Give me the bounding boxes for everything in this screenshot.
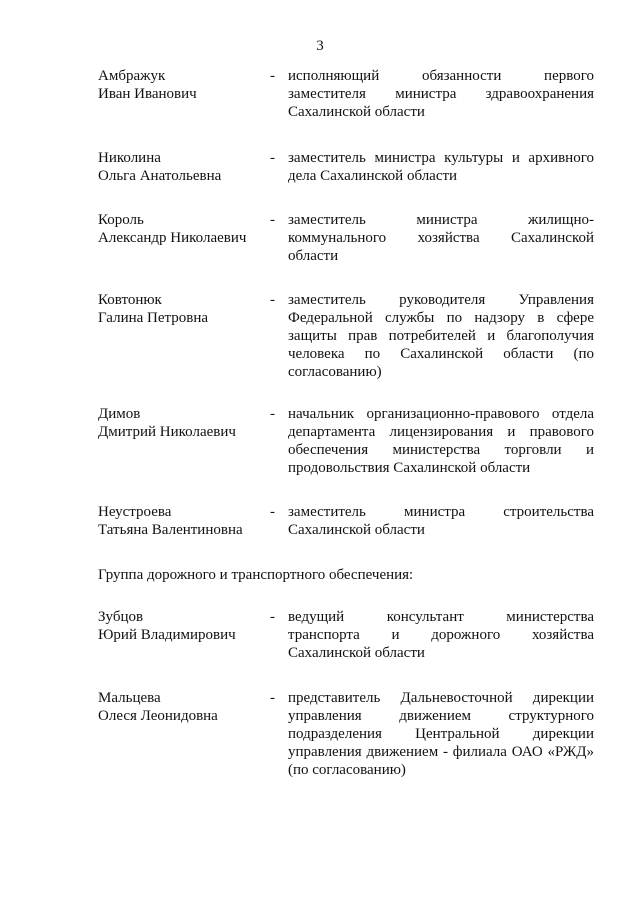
member-given-names: Александр Николаевич (98, 230, 247, 246)
member-name (98, 689, 268, 725)
dash-separator: - (270, 292, 275, 308)
member-surname: Димов (98, 406, 141, 422)
member-name (98, 405, 268, 441)
dash-separator: - (270, 68, 275, 84)
role-line: Федеральной службы по надзору в сфере (288, 310, 594, 326)
member-role (288, 608, 594, 662)
dash-separator: - (270, 690, 275, 706)
member-surname: Неустроева (98, 504, 172, 520)
dash-separator: - (270, 406, 275, 422)
member-given-names: Галина Петровна (98, 310, 209, 326)
role-line: продовольствия Сахалинской области (288, 460, 531, 476)
role-line: заместитель министра строительства (288, 504, 594, 520)
group-heading: Группа дорожного и транспортного обеспечения: (98, 567, 414, 583)
member-name (98, 149, 268, 185)
member-name (98, 211, 268, 247)
role-line: представитель Дальневосточной дирекции (288, 690, 594, 706)
role-line: Сахалинской области (288, 645, 425, 661)
dash-separator: - (270, 504, 275, 520)
role-line: Сахалинской области (288, 522, 425, 538)
member-given-names: Татьяна Валентиновна (98, 522, 243, 538)
dash-separator: - (270, 150, 275, 166)
role-line: обеспечения министерства торговли и (288, 442, 594, 458)
role-line: Сахалинской области (288, 104, 425, 120)
page-number: 3 (316, 38, 324, 54)
member-given-names: Иван Иванович (98, 86, 197, 102)
member-role (288, 149, 594, 185)
role-line: департамента лицензирования и правового (288, 424, 594, 440)
member-role (288, 689, 594, 779)
role-line: заместителя министра здравоохранения (288, 86, 594, 102)
member-role (288, 503, 594, 539)
member-surname: Амбражук (98, 68, 166, 84)
role-line: защиты прав потребителей и благополучия (288, 328, 594, 344)
member-surname: Зубцов (98, 609, 144, 625)
role-line: коммунального хозяйства Сахалинской (288, 230, 594, 246)
member-name (98, 608, 268, 644)
role-line: заместитель министра жилищно- (288, 212, 594, 228)
member-given-names: Дмитрий Николаевич (98, 424, 236, 440)
member-surname: Николина (98, 150, 161, 166)
dash-separator: - (270, 212, 275, 228)
role-line: человека по Сахалинской области (по (288, 346, 594, 362)
role-line: управления движением структурного (288, 708, 594, 724)
role-line: дела Сахалинской области (288, 168, 458, 184)
member-role (288, 291, 594, 381)
dash-separator: - (270, 609, 275, 625)
role-line: транспорта и дорожного хозяйства (288, 627, 594, 643)
member-role (288, 211, 594, 265)
member-name (98, 503, 268, 539)
member-role (288, 67, 594, 121)
role-line: заместитель министра культуры и архивного (288, 150, 594, 166)
role-line: области (288, 248, 339, 264)
member-given-names: Олеся Леонидовна (98, 708, 218, 724)
role-line: ведущий консультант министерства (288, 609, 594, 625)
member-surname: Ковтонюк (98, 292, 162, 308)
role-line: управления движением - филиала ОАО «РЖД» (288, 744, 594, 760)
role-line: согласованию) (288, 364, 382, 380)
member-given-names: Юрий Владимирович (98, 627, 236, 643)
role-line: начальник организационно-правового отдела (288, 406, 594, 422)
member-name (98, 67, 268, 103)
member-given-names: Ольга Анатольевна (98, 168, 222, 184)
member-name (98, 291, 268, 327)
role-line: заместитель руководителя Управления (288, 292, 594, 308)
member-surname: Мальцева (98, 690, 161, 706)
role-line: (по согласованию) (288, 762, 406, 778)
member-role (288, 405, 594, 477)
role-line: подразделения Центральной дирекции (288, 726, 594, 742)
member-surname: Король (98, 212, 144, 228)
role-line: исполняющий обязанности первого (288, 68, 594, 84)
